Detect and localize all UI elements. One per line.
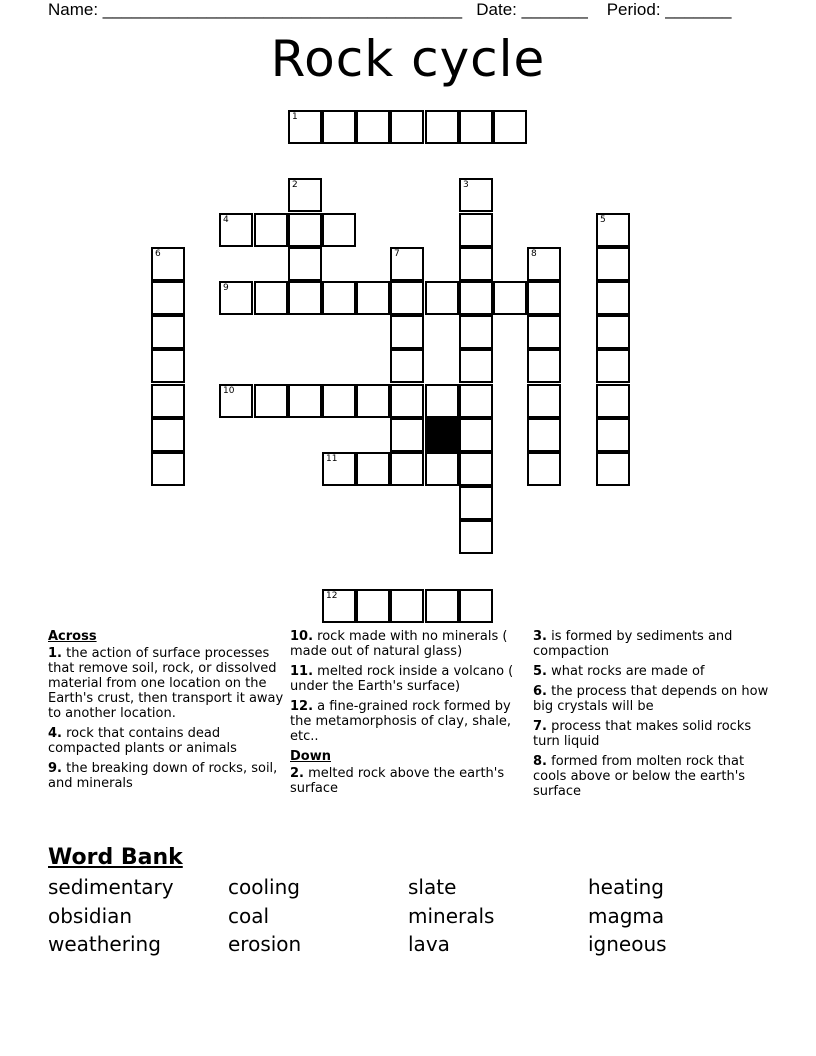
- clue-down-6: 6. the process that depends on how big crystals will be: [533, 684, 769, 714]
- grid-cell[interactable]: [459, 315, 493, 349]
- grid-cell[interactable]: [596, 418, 630, 452]
- grid-cell[interactable]: [288, 281, 322, 315]
- clue-down-7: 7. process that makes solid rocks turn liquid: [533, 719, 752, 749]
- clue-across-4: 4. rock that contains dead compacted plants or animals: [48, 726, 237, 756]
- date-field[interactable]: Date: _______: [476, 0, 588, 19]
- period-field[interactable]: Period: _______: [606, 0, 732, 19]
- clue-number: 4: [223, 215, 229, 225]
- grid-cell[interactable]: [151, 349, 185, 383]
- word-bank-item: weathering: [48, 932, 161, 956]
- grid-cell[interactable]: [322, 452, 356, 486]
- grid-cell[interactable]: [288, 178, 322, 212]
- grid-cell[interactable]: [459, 452, 493, 486]
- word-bank-item: coal: [228, 903, 270, 928]
- grid-cell[interactable]: [425, 589, 459, 623]
- clue-across-9: 9. the breaking down of rocks, soil, and minerals: [48, 761, 278, 791]
- grid-cell[interactable]: [288, 247, 322, 281]
- clue-number: 7: [394, 249, 400, 259]
- word-bank-item: erosion: [228, 932, 302, 956]
- grid-cell[interactable]: [596, 384, 630, 418]
- clue-number: 2: [292, 180, 298, 190]
- grid-cell[interactable]: [390, 452, 424, 486]
- clue-across-10: 10. rock made with no minerals ( made out of natural glass): [290, 629, 508, 659]
- grid-cell[interactable]: [596, 452, 630, 486]
- clue-across-1: 1. the action of surface processes that remove soil, rock, or dissolved material from one location on the Earth's crust, then transport it away to another location.: [48, 646, 284, 721]
- grid-cell[interactable]: [288, 384, 322, 418]
- grid-cell[interactable]: [459, 520, 493, 554]
- clue-number: 10: [223, 386, 235, 396]
- grid-cell[interactable]: [527, 315, 561, 349]
- grid-cell[interactable]: [219, 213, 253, 247]
- grid-cell[interactable]: [596, 213, 630, 247]
- grid-cell[interactable]: [459, 178, 493, 212]
- header-fields: [48, 0, 731, 20]
- grid-cell[interactable]: [459, 418, 493, 452]
- grid-cell[interactable]: [219, 384, 253, 418]
- grid-cell[interactable]: [527, 384, 561, 418]
- grid-cell[interactable]: [596, 247, 630, 281]
- grid-cell[interactable]: [390, 384, 424, 418]
- grid-cell[interactable]: [151, 418, 185, 452]
- grid-cell[interactable]: [390, 349, 424, 383]
- grid-cell[interactable]: [459, 589, 493, 623]
- clues-col-2: [290, 629, 526, 801]
- grid-cell[interactable]: [151, 315, 185, 349]
- word-bank-item: lava: [408, 932, 450, 956]
- grid-cell[interactable]: [527, 281, 561, 315]
- grid-cell[interactable]: [390, 589, 424, 623]
- grid-cell[interactable]: [390, 247, 424, 281]
- grid-cell[interactable]: [322, 589, 356, 623]
- grid-cell[interactable]: [288, 110, 322, 144]
- clue-number: 5: [600, 215, 606, 225]
- grid-cell[interactable]: [254, 384, 288, 418]
- grid-cell[interactable]: [254, 213, 288, 247]
- clue-down-8: 8. formed from molten rock that cools above or below the earth's surface: [533, 754, 746, 799]
- grid-cell[interactable]: [425, 281, 459, 315]
- grid-cell[interactable]: [356, 452, 390, 486]
- page-title: Rock cycle: [270, 30, 546, 88]
- clue-down-2: 2. melted rock above the earth's surface: [290, 766, 505, 796]
- grid-cell[interactable]: [356, 589, 390, 623]
- grid-cell[interactable]: [425, 110, 459, 144]
- grid-cell[interactable]: [390, 315, 424, 349]
- clue-number: 11: [326, 454, 338, 464]
- grid-cell[interactable]: [322, 384, 356, 418]
- clue-number: 6: [155, 249, 161, 259]
- word-bank-item: obsidian: [48, 903, 133, 928]
- word-bank-item: magma: [588, 903, 665, 928]
- grid-cell[interactable]: [459, 247, 493, 281]
- clue-number: 12: [326, 591, 338, 601]
- clue-number: 3: [463, 180, 469, 190]
- grid-cell[interactable]: [390, 418, 424, 452]
- grid-cell[interactable]: [356, 110, 390, 144]
- grid-cell[interactable]: [596, 349, 630, 383]
- grid-cell[interactable]: [151, 384, 185, 418]
- down-heading: Down: [290, 749, 331, 764]
- clue-down-3: 3. is formed by sediments and compaction: [533, 629, 733, 659]
- word-bank-item: slate: [408, 875, 457, 899]
- grid-cell[interactable]: [151, 452, 185, 486]
- grid-cell[interactable]: [322, 281, 356, 315]
- grid-cell[interactable]: [527, 418, 561, 452]
- grid-cell[interactable]: [151, 247, 185, 281]
- grid-cell[interactable]: [459, 110, 493, 144]
- grid-cell[interactable]: [596, 315, 630, 349]
- clue-down-5: 5. what rocks are made of: [533, 664, 705, 679]
- grid-cell[interactable]: [390, 110, 424, 144]
- name-field[interactable]: Name: ______________________________________: [48, 0, 463, 19]
- black-cell: [425, 418, 459, 452]
- grid-cell[interactable]: [219, 281, 253, 315]
- grid-cell[interactable]: [356, 281, 390, 315]
- word-bank-item: heating: [588, 875, 665, 899]
- grid-cell[interactable]: [527, 452, 561, 486]
- grid-cell[interactable]: [493, 281, 527, 315]
- grid-cell[interactable]: [459, 486, 493, 520]
- grid-cell[interactable]: [527, 247, 561, 281]
- grid-cell[interactable]: [151, 281, 185, 315]
- word-bank-title: Word Bank: [48, 845, 183, 870]
- grid-cell[interactable]: [322, 213, 356, 247]
- clue-number: 1: [292, 112, 298, 122]
- word-bank-item: cooling: [228, 875, 300, 899]
- grid-cell[interactable]: [356, 384, 390, 418]
- grid-cell[interactable]: [459, 384, 493, 418]
- grid-cell[interactable]: [254, 281, 288, 315]
- grid-cell[interactable]: [596, 281, 630, 315]
- grid-cell[interactable]: [493, 110, 527, 144]
- clues-col-3: [533, 629, 769, 804]
- clue-across-11: 11. melted rock inside a volcano ( under the Earth's surface): [290, 664, 514, 694]
- grid-cell[interactable]: [527, 349, 561, 383]
- across-heading: Across: [48, 629, 97, 644]
- grid-cell[interactable]: [288, 213, 322, 247]
- grid-cell[interactable]: [425, 452, 459, 486]
- grid-cell[interactable]: [459, 213, 493, 247]
- word-bank-item: sedimentary: [48, 875, 174, 899]
- word-bank-item: minerals: [408, 903, 495, 928]
- grid-cell[interactable]: [459, 281, 493, 315]
- word-bank: [48, 873, 768, 959]
- grid-cell[interactable]: [322, 110, 356, 144]
- grid-cell[interactable]: [425, 384, 459, 418]
- clue-number: 8: [531, 249, 537, 259]
- clue-number: 9: [223, 283, 229, 293]
- clue-across-12: 12. a fine-grained rock formed by the metamorphosis of clay, shale, etc..: [290, 699, 511, 744]
- grid-cell[interactable]: [390, 281, 424, 315]
- clues-col-1: [48, 629, 284, 796]
- grid-cell[interactable]: [459, 349, 493, 383]
- word-bank-item: igneous: [588, 932, 667, 956]
